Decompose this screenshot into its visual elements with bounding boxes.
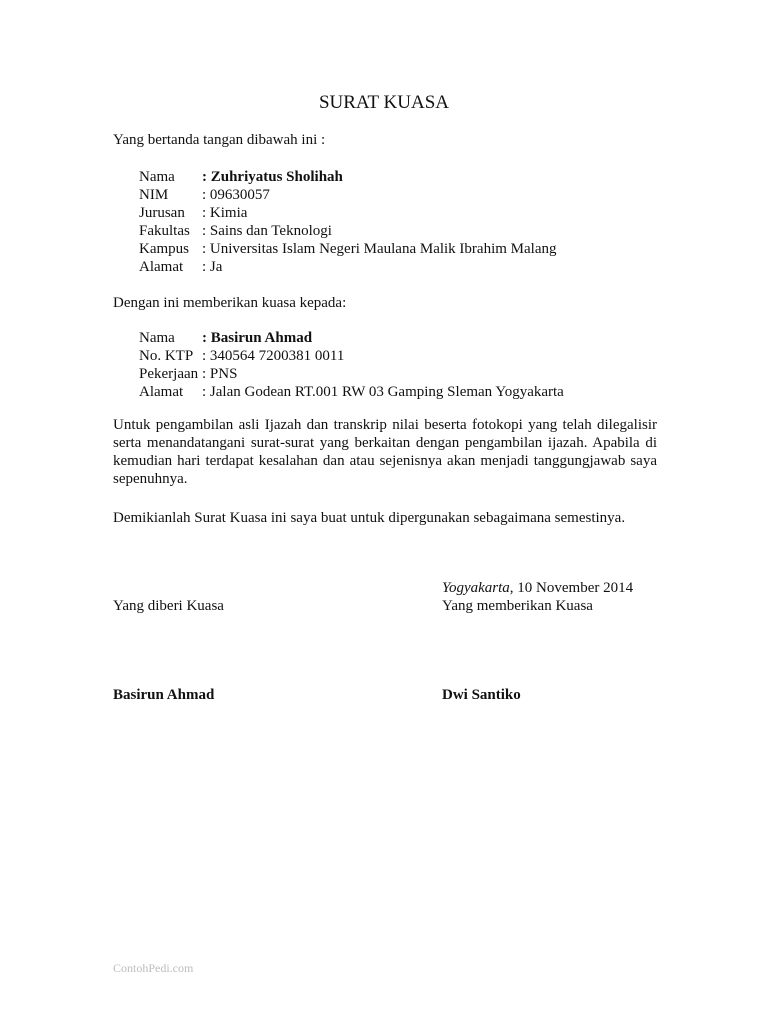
grant-line: Dengan ini memberikan kuasa kepada:	[113, 295, 347, 311]
place-date	[442, 579, 633, 597]
intro-text: Yang bertanda tangan dibawah ini :	[113, 132, 326, 148]
watermark-footer: ContohPedi.com	[113, 961, 194, 975]
grantee-row-nama: Nama : Basirun Ahmad	[139, 330, 313, 346]
place-name: Yogyakarta	[442, 580, 510, 596]
grantor-row-nim: NIM : 09630057	[139, 187, 270, 203]
grantee-row-alamat: Alamat : Jalan Godean RT.001 RW 03 Gamping Sleman Yogyakarta	[139, 384, 564, 400]
right-signature-caption: Yang memberikan Kuasa	[442, 598, 593, 614]
grantor-row-fakultas: Fakultas : Sains dan Teknologi	[139, 223, 332, 239]
grantee-row-pekerjaan: Pekerjaan : PNS	[139, 366, 238, 382]
grantor-row-nama: Nama : Zuhriyatus Sholihah	[139, 169, 343, 185]
grantor-row-kampus: Kampus : Universitas Islam Negeri Maulana Malik Ibrahim Malang	[139, 241, 557, 257]
grantee-row-ktp: No. KTP : 340564 7200381 0011	[139, 348, 345, 364]
left-signature-caption: Yang diberi Kuasa	[113, 598, 224, 614]
grantor-row-jurusan: Jurusan : Kimia	[139, 205, 248, 221]
right-signature-name: Dwi Santiko	[442, 687, 521, 703]
purpose-paragraph: Untuk pengambilan asli Ijazah dan transkrip nilai beserta fotokopi yang telah dilegalisir serta menandatangani surat-surat yang berkaitan dengan pengambilan ijazah. Apabila di kemudian hari terdapat kesalahan dan atau sejenisnya akan menjadi tanggungjawab saya sepenuhnya.	[113, 417, 657, 487]
letter-title: SURAT KUASA	[318, 92, 450, 113]
grantor-row-alamat: Alamat : Ja	[139, 259, 223, 275]
closing-paragraph: Demikianlah Surat Kuasa ini saya buat untuk dipergunakan sebagaimana semestinya.	[113, 510, 626, 526]
date-text: , 10 November 2014	[509, 580, 634, 596]
left-signature-name: Basirun Ahmad	[113, 687, 215, 703]
